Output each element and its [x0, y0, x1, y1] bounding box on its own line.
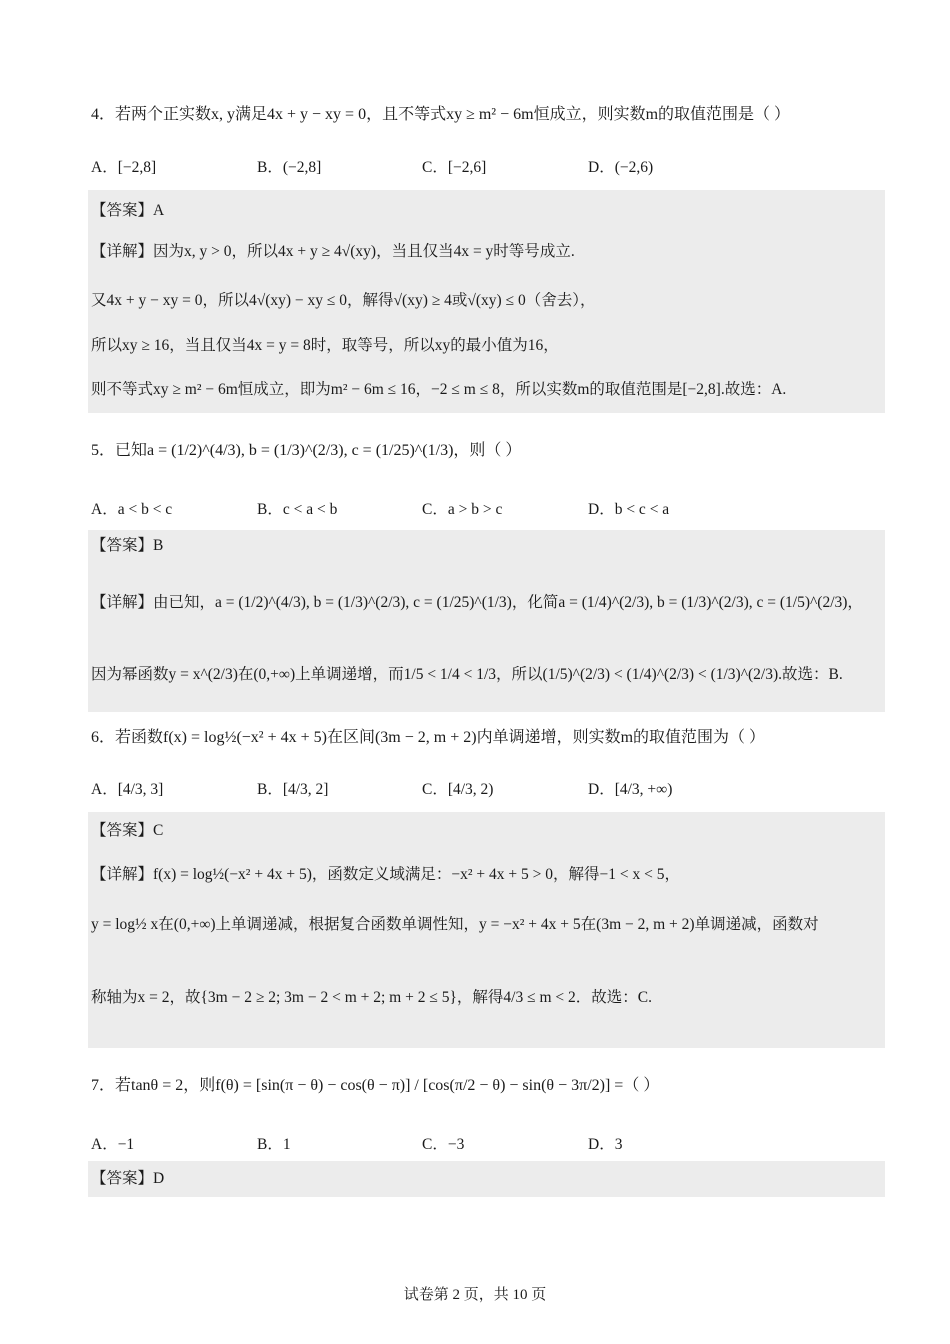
q7-option-a: A．−1: [91, 1136, 135, 1153]
q6-option-c: C．[4/3, 2): [422, 781, 494, 798]
q5-option-b: B．c < a < b: [257, 501, 338, 518]
q6-detail-1: 【详解】f(x) = log½(−x² + 4x + 5)，函数定义域满足：−x² + 4x + 5 > 0，解得−1 < x < 5，: [91, 866, 680, 883]
q4-detail-4: 则不等式xy ≥ m² − 6m恒成立，即为m² − 6m ≤ 16，−2 ≤ m ≤ 8，所以实数m的取值范围是[−2,8].故选：A.: [91, 381, 787, 398]
q7-option-d: D．3: [588, 1136, 623, 1153]
q6-option-b: B．[4/3, 2]: [257, 781, 329, 798]
q5-option-c: C．a > b > c: [422, 501, 503, 518]
q5-answer: 【答案】B: [91, 537, 164, 554]
q5-option-d: D．b < c < a: [588, 501, 670, 518]
q5-answer-box: [88, 530, 885, 712]
q4-option-d: D．(−2,6): [588, 159, 654, 176]
q6-stem: 6．若函数f(x) = log½(−x² + 4x + 5)在区间(3m − 2, m + 2)内单调递增，则实数m的取值范围为（ ）: [91, 729, 766, 746]
q7-stem: 7．若tanθ = 2，则f(θ) = [sin(π − θ) − cos(θ − π)] / [cos(π/2 − θ) − sin(θ − 3π/2)] =（ ）: [91, 1077, 660, 1094]
q5-option-a: A．a < b < c: [91, 501, 173, 518]
q6-detail-2: y = log½ x在(0,+∞)上单调递减，根据复合函数单调性知，y = −x² + 4x + 5在(3m − 2, m + 2)单调递减，函数对: [91, 916, 819, 933]
q6-option-a: A．[4/3, 3]: [91, 781, 164, 798]
q4-answer-box: [88, 190, 885, 413]
q6-detail-3: 称轴为x = 2，故{3m − 2 ≥ 2; 3m − 2 < m + 2; m + 2 ≤ 5}，解得4/3 ≤ m < 2．故选：C.: [91, 989, 653, 1006]
q4-detail-2: 又4x + y − xy = 0，所以4√(xy) − xy ≤ 0，解得√(xy) ≥ 4或√(xy) ≤ 0（舍去），: [91, 292, 596, 309]
q6-answer-box: [88, 812, 885, 1048]
q4-option-c: C．[−2,6]: [422, 159, 487, 176]
q6-answer: 【答案】C: [91, 822, 164, 839]
q6-option-d: D．[4/3, +∞): [588, 781, 673, 798]
q7-option-c: C．−3: [422, 1136, 465, 1153]
q4-option-a: A．[−2,8]: [91, 159, 157, 176]
q5-detail-1: 【详解】由已知，a = (1/2)^(4/3), b = (1/3)^(2/3), c = (1/25)^(1/3)，化简a = (1/4)^(2/3), b = (1/3)^(2/3), c = (1/5)^(2/3)，: [91, 594, 863, 611]
q7-option-b: B．1: [257, 1136, 291, 1153]
q4-stem: 4．若两个正实数x, y满足4x + y − xy = 0，且不等式xy ≥ m² − 6m恒成立，则实数m的取值范围是（ ）: [91, 106, 791, 123]
q5-stem: 5．已知a = (1/2)^(4/3), b = (1/3)^(2/3), c = (1/25)^(1/3)，则（ ）: [91, 442, 522, 459]
q4-option-b: B．(−2,8]: [257, 159, 322, 176]
page-footer: 试卷第 2 页，共 10 页: [403, 1287, 547, 1303]
q4-detail-3: 所以xy ≥ 16，当且仅当4x = y = 8时，取等号，所以xy的最小值为16，: [91, 337, 559, 354]
q4-answer: 【答案】A: [91, 202, 165, 219]
q5-detail-2: 因为幂函数y = x^(2/3)在(0,+∞)上单调递增，而1/5 < 1/4 < 1/3，所以(1/5)^(2/3) < (1/4)^(2/3) < (1/3)^(2/3).故选：B.: [91, 666, 843, 683]
q4-detail-1: 【详解】因为x, y > 0，所以4x + y ≥ 4√(xy)，当且仅当4x = y时等号成立.: [91, 243, 575, 260]
q7-answer: 【答案】D: [91, 1170, 165, 1187]
q7-answer-box: [88, 1161, 885, 1197]
